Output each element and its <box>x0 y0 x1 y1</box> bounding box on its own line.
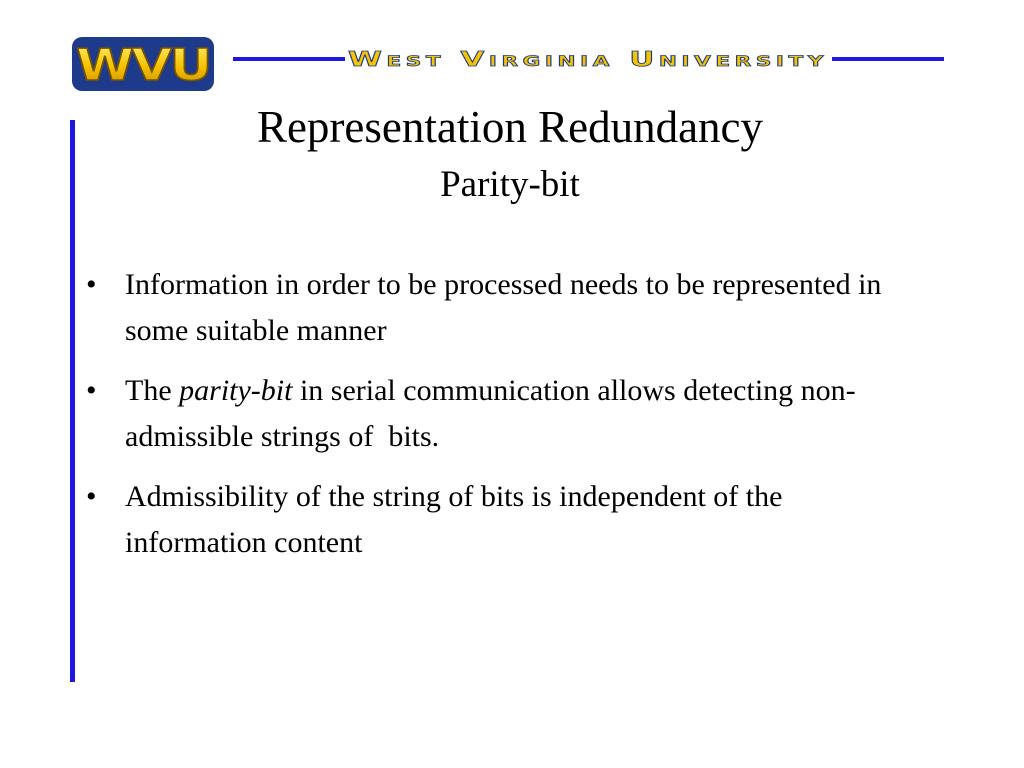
bullet-item <box>86 474 916 566</box>
header-rule-left <box>233 57 345 61</box>
header-rule-right <box>832 57 944 61</box>
slide-title: Representation Redundancy <box>256 102 764 152</box>
bullet-text: Admissibility of the string of bits is independent of the information content <box>125 480 783 559</box>
wvu-logo <box>70 33 216 95</box>
bullet-text-prefix: The <box>125 374 180 407</box>
bullet-text: Information in order to be processed needs to be represented in some suitable manner <box>125 268 882 347</box>
wvu-logo-text: WVU <box>76 40 210 91</box>
university-wordmark <box>345 47 832 71</box>
bullet-marker: • <box>86 268 97 301</box>
bullet-item <box>86 262 916 354</box>
bullet-item <box>86 368 916 460</box>
side-rule <box>70 120 75 682</box>
bullet-marker: • <box>86 480 97 513</box>
bullet-list <box>86 262 916 580</box>
wordmark-text: West Virginia University <box>348 47 828 71</box>
bullet-emphasis: parity-bit <box>179 374 293 407</box>
bullet-text-suffix: in serial communication allows detecting non-admissible strings of bits. <box>125 374 856 453</box>
slide-subtitle: Parity-bit <box>440 164 580 205</box>
bullet-marker: • <box>86 374 97 407</box>
